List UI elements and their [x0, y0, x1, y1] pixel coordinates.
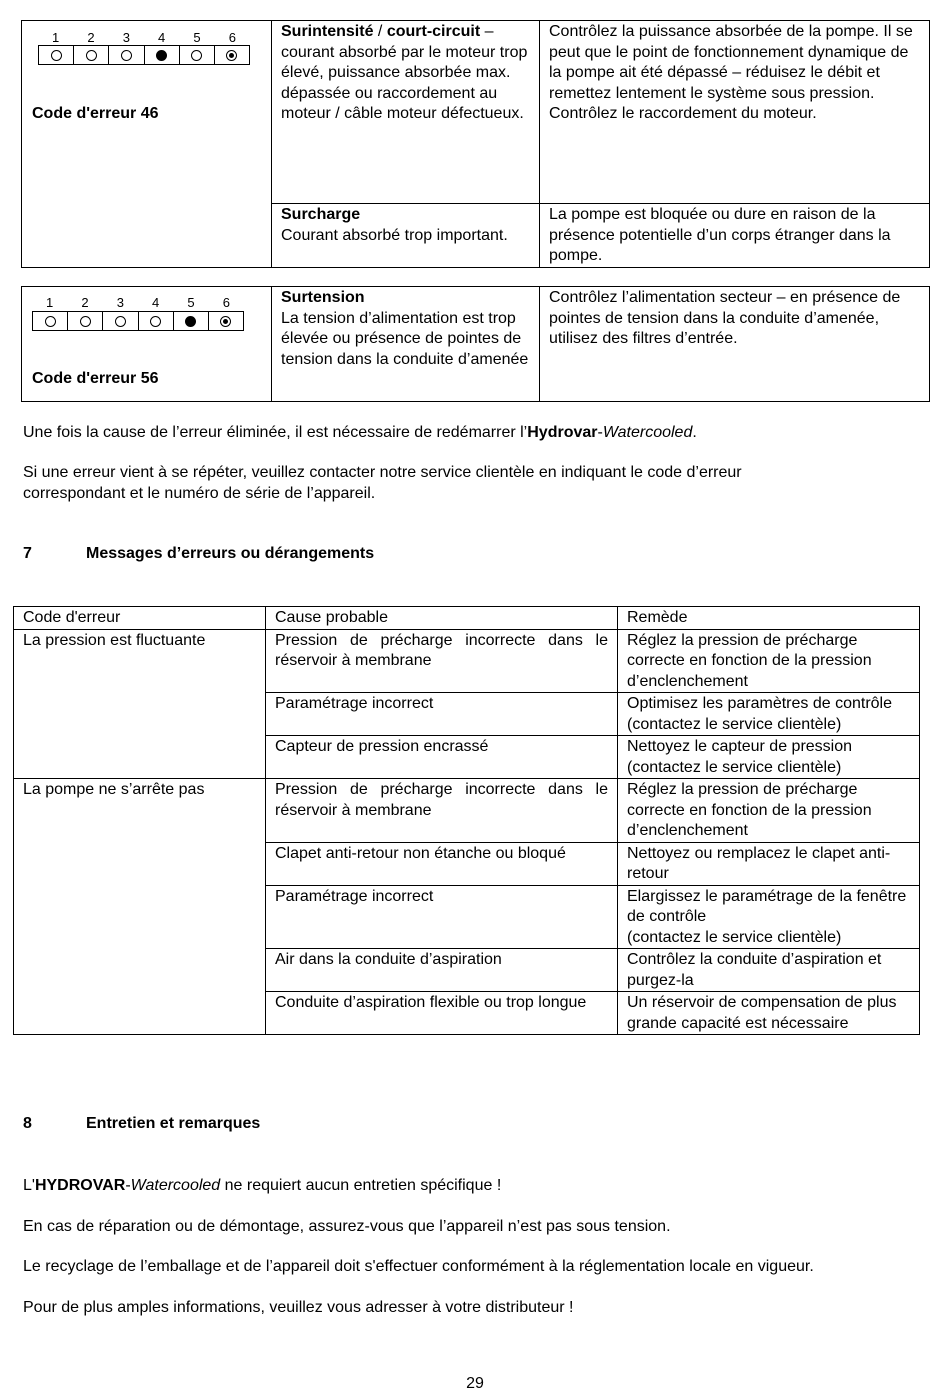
- section-title: Messages d’erreurs ou dérangements: [86, 545, 375, 562]
- section-8-heading: [23, 1114, 823, 1135]
- cause-cell: Surintensité / court-circuit – courant absorbé par le moteur trop élevé, puissance absorbée max. dépassée ou raccordement au moteur / câble moteur défectueux.: [272, 21, 540, 204]
- led-cell: [103, 312, 138, 330]
- section-number: 7: [23, 545, 32, 562]
- led-cell: [139, 312, 174, 330]
- remedy-cell: Contrôlez la conduite d’aspiration et purgez-la: [618, 949, 920, 992]
- error-46-table: [21, 20, 930, 268]
- led-off-icon: [115, 316, 126, 327]
- cause-cell: Air dans la conduite d’aspiration: [266, 949, 618, 992]
- cause-cell: Conduite d’aspiration flexible ou trop longue: [266, 992, 618, 1035]
- led-cell: [145, 46, 180, 64]
- led-cell: [68, 312, 103, 330]
- header-cause: Cause probable: [266, 607, 618, 630]
- table-header-row: [14, 607, 920, 630]
- cause-cell: Pression de précharge incorrecte dans le réservoir à membrane: [266, 629, 618, 693]
- remedy-cell: Contrôlez l’alimentation secteur – en présence de pointes de tension dans la conduite d’amenée, utilisez des filtres d’entrée.: [540, 287, 930, 402]
- error-code-label: Code d'erreur 56: [32, 370, 159, 387]
- page-number: 29: [466, 1375, 484, 1392]
- led-off-icon: [121, 50, 132, 61]
- error-56-led-cell: [22, 287, 272, 402]
- led-cell: [33, 312, 68, 330]
- remedy-cell: Réglez la pression de précharge correcte en fonction de la pression d’enclenchement: [618, 779, 920, 843]
- section-title: Entretien et remarques: [86, 1115, 261, 1132]
- header-code: Code d'erreur: [14, 607, 266, 630]
- cause-cell: Paramétrage incorrect: [266, 693, 618, 736]
- remedy-cell: Réglez la pression de précharge correcte en fonction de la pression d’enclenchement: [618, 629, 920, 693]
- led-off-icon: [51, 50, 62, 61]
- led-off-icon: [191, 50, 202, 61]
- led-number-row: 1 2 3 4 5 6: [52, 30, 236, 45]
- repeat-error-paragraph: Si une erreur vient à se répéter, veuillez contacter notre service clientèle en indiquant le code d’erreur correspondant et le numéro de série de l’appareil.: [23, 464, 742, 502]
- led-cell: [109, 46, 144, 64]
- led-cell: [215, 46, 249, 64]
- led-cell: [174, 312, 209, 330]
- led-on-icon: [185, 316, 196, 327]
- section-7-heading: [23, 544, 823, 565]
- remedy-cell: Elargissez le paramétrage de la fenêtre de contrôle (contactez le service clientèle): [618, 885, 920, 949]
- table-row: [14, 629, 920, 693]
- led-cell: [180, 46, 215, 64]
- error-46-led-cell: [22, 21, 272, 268]
- led-off-icon: [150, 316, 161, 327]
- header-remedy: Remède: [618, 607, 920, 630]
- distributor-paragraph: Pour de plus amples informations, veuillez vous adresser à votre distributeur !: [23, 1299, 574, 1316]
- error-56-table: [21, 286, 930, 402]
- cause-cell: Capteur de pression encrassé: [266, 736, 618, 779]
- led-number-row: 1 2 3 4 5 6: [46, 295, 230, 310]
- led-cell: [209, 312, 243, 330]
- led-off-icon: [45, 316, 56, 327]
- cause-cell: Surcharge Courant absorbé trop important.: [272, 204, 540, 268]
- error-code-cell: La pompe ne s’arrête pas: [14, 779, 266, 1035]
- maintenance-paragraph: L'HYDROVAR-Watercooled ne requiert aucun entretien spécifique !: [23, 1177, 502, 1194]
- led-cell: [39, 46, 74, 64]
- remedy-cell: Contrôlez la puissance absorbée de la pompe. Il se peut que le point de fonctionnement dynamique de la pompe ait été dépassé – réduisez le débit et remettez lentement le système sous pression. Contrôlez le raccordement du moteur.: [540, 21, 930, 204]
- troubleshooting-table: [13, 606, 920, 1035]
- cause-cell: Paramétrage incorrect: [266, 885, 618, 949]
- error-code-cell: La pression est fluctuante: [14, 629, 266, 779]
- cause-cell: Surtension La tension d’alimentation est trop élevée ou présence de pointes de tension dans la conduite d’amenée: [272, 287, 540, 402]
- repair-paragraph: En cas de réparation ou de démontage, assurez-vous que l’appareil n’est pas sous tension.: [23, 1218, 671, 1235]
- remedy-cell: Un réservoir de compensation de plus grande capacité est nécessaire: [618, 992, 920, 1035]
- restart-paragraph: Une fois la cause de l’erreur éliminée, il est nécessaire de redémarrer l’Hydrovar-Watercooled.: [23, 424, 697, 441]
- table-row: [14, 779, 920, 843]
- remedy-cell: Optimisez les paramètres de contrôle (contactez le service clientèle): [618, 693, 920, 736]
- led-blink-icon: [226, 50, 237, 61]
- remedy-cell: Nettoyez le capteur de pression (contactez le service clientèle): [618, 736, 920, 779]
- led-indicator-strip: [32, 311, 244, 331]
- section-number: 8: [23, 1115, 32, 1132]
- led-indicator-strip: [38, 45, 250, 65]
- led-off-icon: [80, 316, 91, 327]
- remedy-cell: Nettoyez ou remplacez le clapet anti-retour: [618, 842, 920, 885]
- cause-cell: Clapet anti-retour non étanche ou bloqué: [266, 842, 618, 885]
- error-code-label: Code d'erreur 46: [32, 105, 159, 122]
- led-on-icon: [156, 50, 167, 61]
- led-cell: [74, 46, 109, 64]
- led-blink-icon: [220, 316, 231, 327]
- remedy-cell: La pompe est bloquée ou dure en raison de la présence potentielle d’un corps étranger dans la pompe.: [540, 204, 930, 268]
- recycling-paragraph: Le recyclage de l’emballage et de l’appareil doit s'effectuer conformément à la réglementation locale en vigueur.: [23, 1258, 814, 1275]
- cause-cell: Pression de précharge incorrecte dans le réservoir à membrane: [266, 779, 618, 843]
- led-off-icon: [86, 50, 97, 61]
